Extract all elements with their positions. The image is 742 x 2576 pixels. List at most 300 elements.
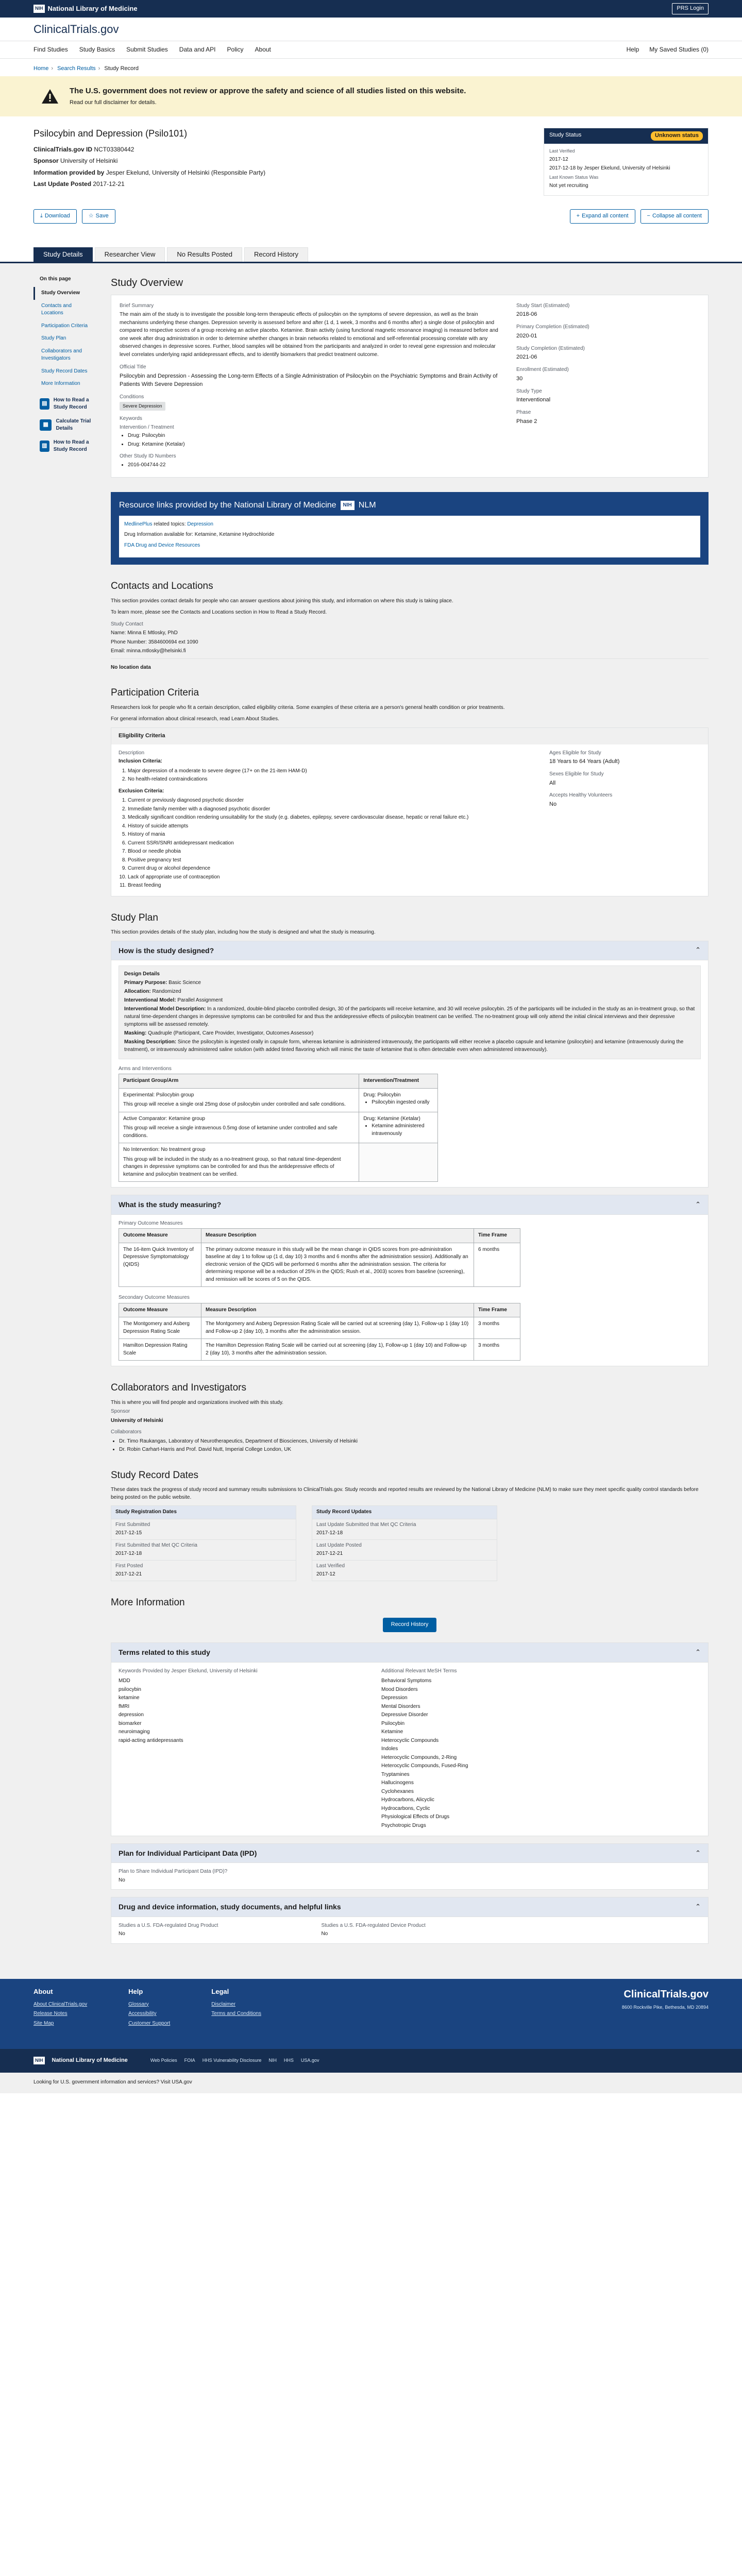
calculator-icon: ▦ xyxy=(40,419,52,431)
expand-all-button[interactable] xyxy=(570,209,635,224)
participation-intro: Researchers look for people who fit a certain description, called eligibility criteria. Some examples of these criteria are a person's general health condition or prior treatments. xyxy=(111,704,505,710)
how-to-read-link-2[interactable] xyxy=(40,439,100,454)
design-key: Masking: xyxy=(124,1030,147,1036)
breadcrumb-current: Study Record xyxy=(104,65,139,72)
description-label: Description xyxy=(119,750,145,756)
tab-researcher-view[interactable]: Researcher View xyxy=(95,247,165,262)
menu-help[interactable]: Help xyxy=(626,46,639,54)
save-label: Save xyxy=(95,212,109,219)
ipd-value: No xyxy=(119,1877,125,1883)
mesh-term: Heterocyclic Compounds, 2-Ring xyxy=(381,1754,457,1760)
mesh-term: Cyclohexanes xyxy=(381,1788,414,1794)
footer-link[interactable]: About ClinicalTrials.gov xyxy=(33,2001,88,2007)
drug-product-label: Studies a U.S. FDA-regulated Drug Product xyxy=(119,1922,218,1928)
mesh-term: Depression xyxy=(381,1695,408,1701)
dates-heading: Study Record Dates xyxy=(111,1469,199,1481)
design-heading: How is the study designed? xyxy=(119,946,214,955)
fact-value: 30 xyxy=(516,375,523,382)
brief-summary: The main aim of the study is to investigate the possible long-term therapeutic effects of psilocybin on the symptoms of severe depression, as well as the brain mechanisms underlying these changes. Depression severity is assessed before and after (1 d, 1 week, 3 months and 6 months after) a single dose of psilocybin and compared to respective scores of a group receiving an active placebo. Ketamine. Brain activity (using functional magnetic resonance imaging) is measured before and one week after drug administration in order to determine whether changes in brain networks related to emotional and self-referential processing correlate with any observed changes in depressive scores. Further, blood samples will be obtained from the participants and analyzed in order to reveal gene expression and molecular level correlates underlying rapid antidepressant effects, and to identify biomarkers that predict treatment outcome. xyxy=(120,312,498,358)
sidenav-collaborators[interactable]: Collaborators and Investigators xyxy=(41,348,82,362)
exclusion-item: 1. Current or previously diagnosed psychotic disorder xyxy=(128,797,541,805)
drug-product-value: No xyxy=(119,1931,125,1937)
exclusion-item: 5. History of mania xyxy=(128,831,541,839)
calculate-link[interactable] xyxy=(40,418,100,433)
collaborators-label: Collaborators xyxy=(111,1429,142,1435)
how-to-read-label: How to Read a Study Record xyxy=(53,397,89,411)
drug-info-accordion xyxy=(111,1897,709,1943)
calculate-label: Calculate Trial Details xyxy=(56,418,91,432)
date-label: Last Update Posted xyxy=(316,1542,362,1548)
record-dates-section xyxy=(111,1468,709,1581)
nlm-footer-link[interactable]: Web Policies xyxy=(150,2058,177,2063)
tab-study-details[interactable]: Study Details xyxy=(33,247,93,262)
collapse-label: Collapse all content xyxy=(652,212,702,219)
footer-link[interactable]: Disclaimer xyxy=(211,2001,235,2007)
sidenav-participation[interactable]: Participation Criteria xyxy=(41,323,88,329)
device-product-label: Studies a U.S. FDA-regulated Device Product xyxy=(321,1922,426,1928)
fact-label: Study Type xyxy=(516,388,542,394)
nih-logo-icon: NIH xyxy=(33,5,45,12)
design-value: Randomized xyxy=(152,988,181,994)
related-topics-text: related topics: xyxy=(154,521,186,527)
study-content xyxy=(111,276,709,1958)
keyword: neuroimaging xyxy=(119,1729,150,1735)
mesh-terms-label: Additional Relevant MeSH Terms xyxy=(381,1668,457,1674)
usa-gov-banner xyxy=(0,2073,742,2093)
nih-tag: NIH xyxy=(341,501,355,511)
menu-study-basics[interactable]: Study Basics xyxy=(79,46,115,54)
collab-sponsor-label: Sponsor xyxy=(111,1409,130,1415)
table-row xyxy=(119,1112,438,1143)
drug-info-line[interactable]: Drug Information available for: Ketamine, Ketamine Hydrochloride xyxy=(124,532,275,538)
official-title-label: Official Title xyxy=(120,364,146,370)
exclusion-label: Exclusion Criteria: xyxy=(119,788,164,794)
fact-value: 2020-01 xyxy=(516,332,537,339)
tab-record-history[interactable]: Record History xyxy=(244,247,308,262)
footer-link[interactable]: Customer Support xyxy=(128,2020,171,2026)
study-contact-label: Study Contact xyxy=(111,621,143,627)
how-to-read-link[interactable] xyxy=(40,397,100,412)
bookmark-icon: ☆ xyxy=(88,212,94,219)
keyword: MDD xyxy=(119,1678,130,1684)
ipd-accordion-header[interactable] xyxy=(111,1844,708,1863)
usa-gov-text[interactable]: Looking for U.S. government information and services? Visit USA.gov xyxy=(33,2079,192,2086)
fact-label: Phase xyxy=(516,410,531,416)
arm-desc: This group will be included in the study as a no-treatment group, so that natural time-dependent changes in depressive symptoms can be controlled for and thus the antidepressive effects of ketamine and psilocybin treatment can be verified. xyxy=(123,1156,341,1177)
nlm-footer-link[interactable]: HHS Vulnerability Disclosure xyxy=(202,2058,262,2063)
design-key: Interventional Model Description: xyxy=(124,1006,206,1012)
contacts-heading: Contacts and Locations xyxy=(111,581,213,592)
mesh-term: Tryptamines xyxy=(381,1771,410,1777)
date-label: First Submitted xyxy=(115,1521,150,1528)
footer-link[interactable]: Terms and Conditions xyxy=(211,2011,261,2017)
fact-label: Study Completion (Estimated) xyxy=(516,345,585,351)
exclusion-item: 6. Current SSRI/SNRI antidepressant medication xyxy=(128,840,541,848)
mesh-term: Mental Disorders xyxy=(381,1703,420,1709)
document-icon: ▥ xyxy=(40,440,49,452)
ipd-label: Plan to Share Individual Participant Data (IPD)? xyxy=(119,1869,228,1875)
plan-intro: This section provides details of the study plan, including how the study is designed and what the study is measuring. xyxy=(111,929,376,936)
chevron-up-icon[interactable]: ⌃ xyxy=(695,946,701,954)
terms-accordion-header[interactable] xyxy=(111,1643,708,1662)
medlineplus-link[interactable]: MedlinePlus xyxy=(124,521,153,527)
exclusion-item: 2. Immediate family member with a diagnosed psychotic disorder xyxy=(128,806,541,814)
info-provided-value: Jesper Ekelund, University of Helsinki (Responsible Party) xyxy=(106,168,266,176)
inclusion-item: 2. No health-related contraindications xyxy=(128,776,541,784)
collaborator-item: • Dr. Timo Raukangas, Laboratory of Neurotherapeutics, Department of Biosciences, University of Helsinki xyxy=(119,1438,709,1446)
terms-heading: Terms related to this study xyxy=(119,1648,210,1657)
status-badge: Unknown status xyxy=(651,131,703,141)
table-row xyxy=(119,1339,520,1361)
design-key: Allocation: xyxy=(124,988,151,994)
design-value: Since the psilocybin is ingested orally in capsule form, whereas ketamine is administered intravenously, the participants will either receive a placebo capsule and ketamine (psilocybin) and ketamine (intravenously during the treatment), or intravenously administered saline solution (with added tinted flavoring which will mimic the taste of ketamine that is often detectable even when administered intravenously). xyxy=(124,1039,684,1053)
site-logo[interactable]: ClinicalTrials.gov xyxy=(33,23,119,36)
mesh-term: Indoles xyxy=(381,1746,398,1752)
keyword: fMRI xyxy=(119,1703,130,1709)
healthy-label: Accepts Healthy Volunteers xyxy=(549,792,613,799)
last-known-status-value: Not yet recruiting xyxy=(549,182,588,189)
menu-find-studies[interactable]: Find Studies xyxy=(33,46,68,54)
primary-outcomes-table xyxy=(119,1228,520,1287)
mesh-term: Heterocyclic Compounds, Fused-Ring xyxy=(381,1763,468,1769)
secondary-outcomes-table xyxy=(119,1303,520,1361)
date-value: 2017-12 xyxy=(316,1571,335,1578)
design-details-label: Design Details xyxy=(124,971,160,977)
disclaimer-alert xyxy=(0,76,742,116)
plan-heading: Study Plan xyxy=(111,912,158,923)
fda-resources-link[interactable]: FDA Drug and Device Resources xyxy=(124,542,200,548)
menu-about[interactable]: About xyxy=(255,46,271,54)
mesh-term: Physiological Effects of Drugs xyxy=(381,1814,450,1820)
chevron-up-icon[interactable]: ⌃ xyxy=(695,1648,701,1656)
measuring-accordion-header[interactable] xyxy=(111,1195,708,1214)
how-to-read-label-2: How to Read a Study Record xyxy=(53,439,89,453)
keywords-label: Keywords xyxy=(120,416,142,422)
collab-sponsor: University of Helsinki xyxy=(111,1417,163,1423)
exclusion-item: 9. Current drug or alcohol dependence xyxy=(128,865,541,873)
footer-logo[interactable]: ClinicalTrials.gov xyxy=(623,1988,709,2000)
contacts-learn[interactable]: To learn more, please see the Contacts and Locations section in How to Read a Study Record. xyxy=(111,609,327,616)
primary-outcomes-label: Primary Outcome Measures xyxy=(119,1220,183,1226)
collab-intro: This is where you will find people and organizations involved with this study. xyxy=(111,1399,283,1405)
eligibility-title: Eligibility Criteria xyxy=(111,728,708,744)
sexes-label: Sexes Eligible for Study xyxy=(549,771,604,777)
sexes-value: All xyxy=(549,779,556,786)
page-title: Psilocybin and Depression (Psilo101) xyxy=(33,128,188,139)
outcome-col-header: Time Frame xyxy=(474,1303,520,1317)
design-accordion-header[interactable] xyxy=(111,941,708,960)
exclusion-item: 8. Positive pregnancy test xyxy=(128,857,541,865)
menu-data-api[interactable]: Data and API xyxy=(179,46,216,54)
mesh-term: Psilocybin xyxy=(381,1720,405,1726)
status-card xyxy=(544,128,709,196)
exclusion-item: 7. Blood or needle phobia xyxy=(128,848,541,856)
footer-address: 8600 Rockville Pike, Bethesda, MD 20894 xyxy=(621,2004,709,2010)
nlm-resources xyxy=(111,492,709,565)
intervention-item: • Drug: Psilocybin xyxy=(128,432,501,440)
date-value: 2017-12-15 xyxy=(115,1530,142,1536)
sponsor-value: University of Helsinki xyxy=(60,157,118,165)
fact-label: Primary Completion (Estimated) xyxy=(516,324,589,330)
other-id: • 2016-004744-22 xyxy=(128,462,501,469)
mesh-term: Hydrocarbons, Cyclic xyxy=(381,1805,430,1811)
mesh-term: Hallucinogens xyxy=(381,1780,414,1786)
footer-legal-heading: Legal xyxy=(211,1987,229,1995)
table-row xyxy=(312,1539,497,1560)
design-value: Quadruple (Participant, Care Provider, Investigator, Outcomes Assessor) xyxy=(148,1030,314,1036)
registration-dates-table xyxy=(111,1505,296,1581)
participation-learn[interactable]: For general information about clinical research, read Learn About Studies. xyxy=(111,716,279,722)
fact-value: 2018-06 xyxy=(516,311,537,318)
collab-heading: Collaborators and Investigators xyxy=(111,1382,246,1394)
date-value: 2017-12-21 xyxy=(316,1551,343,1557)
footer-about-heading: About xyxy=(33,1987,53,1995)
overview-facts xyxy=(516,302,614,470)
keyword: depression xyxy=(119,1712,144,1718)
menu-submit-studies[interactable]: Submit Studies xyxy=(126,46,168,54)
record-history-button[interactable]: Record History xyxy=(383,1618,437,1632)
alert-text: Read our full disclaimer for details. xyxy=(70,99,157,106)
nlm-heading: Resource links provided by the National Library of Medicine xyxy=(119,501,336,510)
outcome-col-header: Time Frame xyxy=(474,1229,520,1243)
ages-label: Ages Eligible for Study xyxy=(549,750,601,756)
arms-table xyxy=(119,1074,438,1182)
other-ids-label: Other Study ID Numbers xyxy=(120,453,176,460)
chevron-up-icon[interactable]: ⌃ xyxy=(695,1849,701,1857)
collapse-all-button[interactable] xyxy=(640,209,709,224)
status-card-row2: 2017-12-18 by Jesper Ekelund, University of Helsinki xyxy=(549,165,670,172)
mesh-term: Behavioral Symptoms xyxy=(381,1678,432,1684)
prs-login-button[interactable]: PRS Login xyxy=(672,3,709,14)
mesh-term: Heterocyclic Compounds xyxy=(381,1737,439,1743)
depression-link[interactable]: Depression xyxy=(187,521,213,527)
design-value: Parallel Assignment xyxy=(177,997,223,1003)
contact-email[interactable]: Email: minna.mtlosky@helsinki.fi xyxy=(111,648,186,654)
keyword: psilocybin xyxy=(119,1686,141,1692)
table-row xyxy=(111,1560,296,1581)
record-updates-table xyxy=(312,1505,497,1581)
contacts-intro: This section provides contact details for people who can answer questions about joining this study, and information on where this study is taking place. xyxy=(111,598,453,604)
chevron-up-icon[interactable]: ⌃ xyxy=(695,1200,701,1209)
outcome-col-header: Measure Description xyxy=(201,1229,474,1243)
table-row xyxy=(119,1143,438,1182)
design-value: Basic Science xyxy=(168,979,201,986)
sidenav-record-dates[interactable]: Study Record Dates xyxy=(41,368,88,374)
outcome-description: The primary outcome measure in this study will be the mean change in QIDS scores from pre-administration baseline at day 1 to follow up (1 d, day 10) 3 months and 6 months after the administration session). Additionally an electronic version of the QIDS will be performed 6 months after the administration session. The criteria for determining response will be a reduction of 25% in the QIDS; Rush et al., 2003) scores from baseline (screening), and remission will be scores of 5 on the QIDS. xyxy=(201,1243,474,1287)
date-label: First Posted xyxy=(115,1563,143,1569)
fact-value: Phase 2 xyxy=(516,418,537,425)
arms-label: Arms and Interventions xyxy=(119,1065,172,1072)
mesh-term: Ketamine xyxy=(381,1729,403,1735)
last-verified-value: 2017-12 xyxy=(549,156,568,162)
design-key: Masking Description: xyxy=(124,1039,177,1045)
conditions-label: Conditions xyxy=(120,394,144,400)
breadcrumb-search[interactable]: Search Results xyxy=(57,65,96,72)
keyword: ketamine xyxy=(119,1695,140,1701)
more-info-section xyxy=(111,1596,709,1944)
footer-help-heading: Help xyxy=(128,1987,143,1995)
outcome-timeframe: 6 months xyxy=(474,1243,520,1287)
outcome-description: The Hamilton Depression Rating Scale will be carried out at screening (day 1), Follow-up 1 (day 10) and Follow-up 2 (day 10), 3 months after the administration session. xyxy=(201,1339,474,1361)
footer-link[interactable]: Release Notes xyxy=(33,2011,68,2017)
table-row xyxy=(312,1519,497,1539)
main-content xyxy=(0,263,742,1979)
outcome-timeframe: 3 months xyxy=(474,1317,520,1339)
study-overview-section xyxy=(111,276,709,478)
fact-label: Enrollment (Estimated) xyxy=(516,367,569,373)
outcome-col-header: Outcome Measure xyxy=(119,1229,201,1243)
outcome-col-header: Measure Description xyxy=(201,1303,474,1317)
no-location: No location data xyxy=(111,664,151,670)
footer-link[interactable]: Accessibility xyxy=(128,2011,157,2017)
nlm-footer-link[interactable]: HHS xyxy=(283,2058,294,2063)
status-card-header: Study Status xyxy=(549,131,582,138)
date-value: 2017-12-21 xyxy=(115,1571,142,1578)
exclusion-item: 10. Lack of appropriate use of contraception xyxy=(128,874,541,882)
footer-link[interactable]: Site Map xyxy=(33,2020,54,2026)
table-row xyxy=(119,1317,520,1339)
nlm-footer-link[interactable]: NIH xyxy=(268,2058,277,2063)
arm-intervention: Drug: Psilocybin xyxy=(363,1092,401,1098)
contacts-section xyxy=(111,579,709,671)
healthy-value: No xyxy=(549,801,557,807)
study-plan-section xyxy=(111,911,709,1367)
mesh-term: Psychotropic Drugs xyxy=(381,1822,426,1828)
plus-icon: + xyxy=(576,212,580,219)
arm-name: Active Comparator: Ketamine group xyxy=(123,1115,205,1122)
tab-no-results[interactable]: No Results Posted xyxy=(167,247,242,262)
nlm-footer-link[interactable]: USA.gov xyxy=(300,2058,319,2063)
chevron-up-icon[interactable]: ⌃ xyxy=(695,1903,701,1911)
drug-info-heading: Drug and device information, study documents, and helpful links xyxy=(119,1903,341,1911)
dates-intro: These dates track the progress of study record and summary results submissions to ClinicalTrials.gov. Study records and reported results are reviewed by the National Library of Medicine (NLM) to make sure they meet specific quality control standards before being posted on the public website. xyxy=(111,1487,699,1500)
fact-value: 2021-06 xyxy=(516,354,537,361)
last-verified-label: Last Verified xyxy=(549,148,575,154)
contact-phone: Phone Number: 3584600694 ext 1090 xyxy=(111,639,198,645)
info-provided-label: Information provided by xyxy=(33,168,105,176)
mesh-term: Depressive Disorder xyxy=(381,1712,428,1718)
tabs xyxy=(0,249,742,262)
sidenav-header: On this page xyxy=(40,276,71,282)
book-icon: ▤ xyxy=(40,398,49,410)
arms-col-header: Intervention/Treatment xyxy=(359,1074,438,1089)
table-row xyxy=(119,1243,520,1287)
arms-col-header: Participant Group/Arm xyxy=(119,1074,359,1089)
table-row xyxy=(111,1539,296,1560)
mesh-term: Hydrocarbons, Alicyclic xyxy=(381,1797,434,1803)
table-row xyxy=(312,1560,497,1581)
footer-link[interactable]: Glossary xyxy=(128,2001,149,2007)
arm-intervention-desc: • Ketamine administered intravenously xyxy=(372,1123,433,1138)
terms-accordion xyxy=(111,1642,709,1836)
arm-name: Experimental: Psilocybin group xyxy=(123,1092,194,1098)
keyword: biomarker xyxy=(119,1720,142,1726)
design-accordion xyxy=(111,941,709,1188)
download-label: Download xyxy=(44,212,70,219)
outcome-measure: The Montgomery and Asberg Depression Rating Scale xyxy=(119,1317,201,1339)
nlm-footer xyxy=(0,2049,742,2073)
design-key: Interventional Model: xyxy=(124,997,176,1003)
brief-summary-label: Brief Summary xyxy=(120,302,154,309)
download-button[interactable] xyxy=(33,209,77,224)
arm-desc: This group will receive a single oral 25mg dose of psilocybin under controlled and safe conditions. xyxy=(123,1101,346,1108)
save-button[interactable] xyxy=(82,209,115,224)
sidenav-more-info[interactable]: More Information xyxy=(41,381,80,387)
intervention-item: • Drug: Ketamine (Ketalar) xyxy=(128,441,501,449)
design-value: In a randomized, double-blind placebo controlled design, 30 of the participants will receive ketamine, and 30 will receive psilocybin. 25 of the participants will be included in the study as an in-treatment group, so that natural time-dependent changes in depressive symptoms can be controlled for and thus the antidepressive effects of psilocybin treatment can be verified. The no-treatment group will only attend the initial clinical interviews and their depressive symptoms will be assessed remotely. xyxy=(124,1006,695,1027)
arm-intervention-desc: • Psilocybin ingested orally xyxy=(372,1099,433,1107)
outcome-col-header: Outcome Measure xyxy=(119,1303,201,1317)
outcome-description: The Montgomery and Asberg Depression Rating Scale will be carried out at screening (day 1), Follow-up 1 (day 10) and Follow-up 2 (day 10), 3 months after the administration session. xyxy=(201,1317,474,1339)
outcome-measure: Hamilton Depression Rating Scale xyxy=(119,1339,201,1361)
mesh-term: Mood Disorders xyxy=(381,1686,418,1692)
footer xyxy=(0,1979,742,2049)
arm-name: No Intervention: No treatment group xyxy=(123,1147,206,1153)
ipd-accordion xyxy=(111,1843,709,1890)
breadcrumb-home[interactable]: Home xyxy=(33,65,49,72)
side-navigation xyxy=(33,276,100,1958)
last-known-status-label: Last Known Status Was xyxy=(549,174,599,180)
nlm-footer-title[interactable]: National Library of Medicine xyxy=(52,2057,128,2063)
official-title: Psilocybin and Depression - Assessing the Long-term Effects of a Single Administration of Psilocybin on the Psychiatric Symptoms and Brain Activity of Patients With Severe Depression xyxy=(120,372,498,387)
eligibility-box xyxy=(111,727,709,896)
sidenav-study-overview[interactable]: Study Overview xyxy=(33,287,100,300)
date-label: Last Verified xyxy=(316,1563,345,1569)
ages-value: 18 Years to 64 Years (Adult) xyxy=(549,758,620,765)
nlm-tag: NLM xyxy=(358,501,376,510)
measuring-accordion xyxy=(111,1195,709,1366)
exclusion-item: 11. Breast feeding xyxy=(128,882,541,890)
date-label: First Submitted that Met QC Criteria xyxy=(115,1542,197,1548)
design-details xyxy=(119,965,701,1059)
table-row xyxy=(111,1519,296,1539)
nlm-logo[interactable] xyxy=(33,4,138,14)
keywords-provided-label: Keywords Provided by Jesper Ekelund, University of Helsinki xyxy=(119,1668,258,1674)
participation-section xyxy=(111,686,709,896)
menu-policy[interactable]: Policy xyxy=(227,46,244,54)
measuring-heading: What is the study measuring? xyxy=(119,1200,222,1209)
sidenav-contacts[interactable]: Contacts and Locations xyxy=(41,302,72,316)
drug-info-accordion-header[interactable] xyxy=(111,1897,708,1917)
overview-heading: Study Overview xyxy=(111,277,183,289)
participation-heading: Participation Criteria xyxy=(111,687,199,699)
fact-label: Study Start (Estimated) xyxy=(516,302,570,309)
top-bar xyxy=(0,0,742,18)
date-label: Last Update Submitted that Met QC Criteria xyxy=(316,1521,416,1528)
date-value: 2017-12-18 xyxy=(316,1530,343,1536)
design-key: Primary Purpose: xyxy=(124,979,167,986)
collaborators-section xyxy=(111,1381,709,1454)
keyword: rapid-acting antidepressants xyxy=(119,1737,183,1743)
contact-name: Name: Minna E Mtlosky, PhD xyxy=(111,630,178,636)
exclusion-item: 3. Medically significant condition rendering unsuitability for the study (e.g. diabetes, epilepsy, severe cardiovascular disease, hepatic or renal failure etc.) xyxy=(128,814,541,822)
study-header xyxy=(33,116,709,249)
saved-studies-link[interactable]: My Saved Studies (0) xyxy=(649,46,709,54)
sidenav-study-plan[interactable]: Study Plan xyxy=(41,335,66,342)
minus-icon: − xyxy=(647,212,650,219)
fact-value: Interventional xyxy=(516,397,551,403)
inclusion-item: 1. Major depression of a moderate to severe degree (17+ on the 21-item HAM-D) xyxy=(128,768,541,775)
table-row xyxy=(119,1088,438,1112)
nlm-footer-link[interactable]: FOIA xyxy=(184,2058,195,2063)
download-icon: ⤓ xyxy=(40,212,43,219)
expand-label: Expand all content xyxy=(582,212,629,219)
arm-intervention: Drug: Ketamine (Ketalar) xyxy=(363,1115,420,1122)
main-menu xyxy=(0,41,742,59)
arm-desc: This group will receive a single intravenous 0.5mg dose of ketamine under controlled and safe conditions. xyxy=(123,1125,338,1139)
last-update-label: Last Update Posted xyxy=(33,180,92,188)
condition-badge[interactable]: Severe Depression xyxy=(120,402,165,411)
